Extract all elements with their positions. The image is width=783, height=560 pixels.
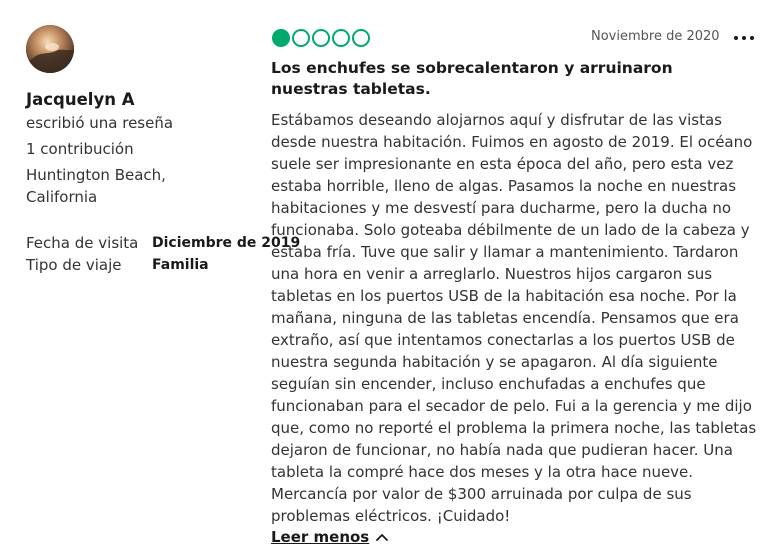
trip-type-value: Familia [152,257,209,273]
review-date: Noviembre de 2020 [591,29,720,44]
rating-bubble-filled [272,29,290,47]
avatar-photo-icon [26,25,74,73]
read-less-link[interactable] [271,528,389,546]
more-options-icon[interactable] [734,36,754,42]
reviewer-name[interactable]: Jacquelyn A [26,90,135,109]
reviewer-avatar[interactable] [26,25,74,73]
trip-type-label: Tipo de viaje [26,256,122,274]
chevron-up-icon [375,532,389,542]
rating-bubble-empty [312,29,330,47]
read-less-label: Leer menos [271,528,370,546]
rating-bubble-empty [292,29,310,47]
visit-date-value: Diciembre de 2019 [152,235,301,251]
rating-bubble-empty [332,29,350,47]
reviewer-contributions: 1 contribución [26,140,134,158]
rating-bubble-empty [352,29,370,47]
reviewer-action: escribió una reseña [26,114,174,132]
reviewer-location-line2: California [26,188,98,206]
review-title[interactable]: Los enchufes se sobrecalentaron y arruinaron nuestras tabletas. [271,59,673,98]
visit-date-label: Fecha de visita [26,234,139,252]
review-body: Estábamos deseando alojarnos aquí y disfrutar de las vistas desde nuestra habitación. Fuimos en agosto de 2019. El océano suele ser impresionante en esta época del año, pero esta vez estaba horrible, lleno de algas. Pasamos la noche en nuestras habitaciones y me desvestí para ducharme, pero la ducha no funcionaba. Solo goteaba débilmente de un lado de la cabeza y estaba fría. Tuve que salir y llamar a mantenimiento. Tardaron una hora en venir a arreglarlo. Nuestros hijos cargaron sus tabletas en los puertos USB de la habitación esa noche. Por la mañana, ninguna de las tabletas encendía. Pensamos que era extraño, así que intentamos conectarlas a los puertos USB de nuestra segunda habitación y se apagaron. Al día siguiente seguían sin encender, incluso enchufadas a enchufes que funcionaban para el secador de pelo. Fui a la gerencia y me dijo que, como no reporté el problema la primera noche, las tabletas dejaron de funcionar, no había nada que pudieran hacer. Una tableta la compré hace dos meses y la otra hace nueve. Mercancía por valor de $300 arruinada por culpa de sus problemas eléctricos. ¡Cuidado! [271,111,757,525]
bubble-rating [272,29,370,47]
reviewer-location-line1: Huntington Beach, [26,166,166,184]
